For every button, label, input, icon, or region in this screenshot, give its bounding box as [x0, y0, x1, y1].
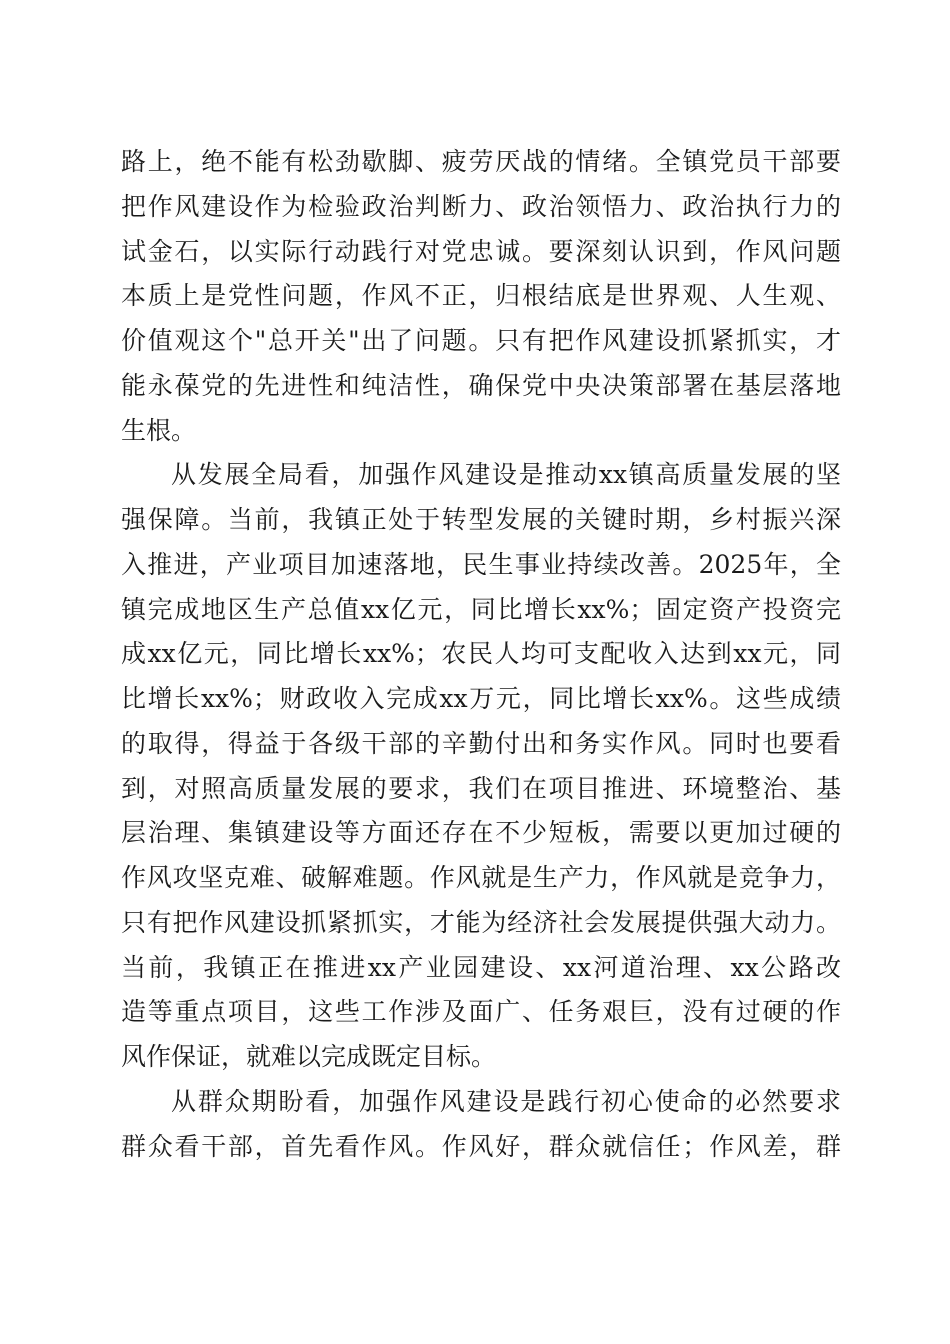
text-line: 风作保证，就难以完成既定目标。: [121, 1042, 497, 1071]
text-line: 到，对照高质量发展的要求，我们在项目推进、环境整治、基: [121, 773, 841, 803]
text-line: 镇完成地区生产总值xx亿元，同比增长xx%；固定资产投资完: [121, 594, 841, 624]
text-line: 当前，我镇正在推进xx产业园建设、xx河道治理、xx公路改: [121, 952, 841, 982]
text-line: 比增长xx%；财政收入完成xx万元，同比增长xx%。这些成绩: [121, 684, 841, 713]
text-line: 强保障。当前，我镇正处于转型发展的关键时期，乡村振兴深: [121, 505, 841, 534]
text-line: 入推进，产业项目加速落地，民生事业持续改善。2025年，全: [121, 549, 841, 579]
document-body: [121, 140, 841, 1169]
text-line: 把作风建设作为检验政治判断力、政治领悟力、政治执行力的: [121, 191, 841, 221]
paragraph-3: [121, 1080, 841, 1170]
text-line: 层治理、集镇建设等方面还存在不少短板，需要以更加过硬的: [121, 818, 841, 848]
text-line: 能永葆党的先进性和纯洁性，确保党中央决策部署在基层落地: [121, 370, 841, 400]
paragraph-2: [121, 453, 841, 1080]
text-line: 群众看干部，首先看作风。作风好，群众就信任；作风差，群: [121, 1131, 841, 1161]
text-line: 价值观这个"总开关"出了问题。只有把作风建设抓紧抓实，才: [121, 326, 841, 355]
paragraph-1: [121, 140, 841, 453]
text-line: 从发展全局看，加强作风建设是推动xx镇高质量发展的坚: [171, 460, 841, 490]
text-line: 作风攻坚克难、破解难题。作风就是生产力，作风就是竞争力，: [121, 863, 841, 892]
text-line: 的取得，得益于各级干部的辛勤付出和务实作风。同时也要看: [121, 728, 841, 758]
text-line: 本质上是党性问题，作风不正，归根结底是世界观、人生观、: [121, 281, 841, 311]
text-line: 成xx亿元，同比增长xx%；农民人均可支配收入达到xx元，同: [121, 639, 841, 669]
text-line: 生根。: [121, 415, 197, 445]
text-line: 试金石，以实际行动践行对党忠诚。要深刻认识到，作风问题: [121, 236, 841, 266]
text-line: 路上，绝不能有松劲歇脚、疲劳厌战的情绪。全镇党员干部要: [121, 147, 841, 176]
text-line: 从群众期盼看，加强作风建设是践行初心使命的必然要求: [171, 1086, 841, 1116]
text-line: 造等重点项目，这些工作涉及面广、任务艰巨，没有过硬的作: [121, 997, 841, 1027]
text-line: 只有把作风建设抓紧抓实，才能为经济社会发展提供强大动力。: [121, 907, 841, 937]
